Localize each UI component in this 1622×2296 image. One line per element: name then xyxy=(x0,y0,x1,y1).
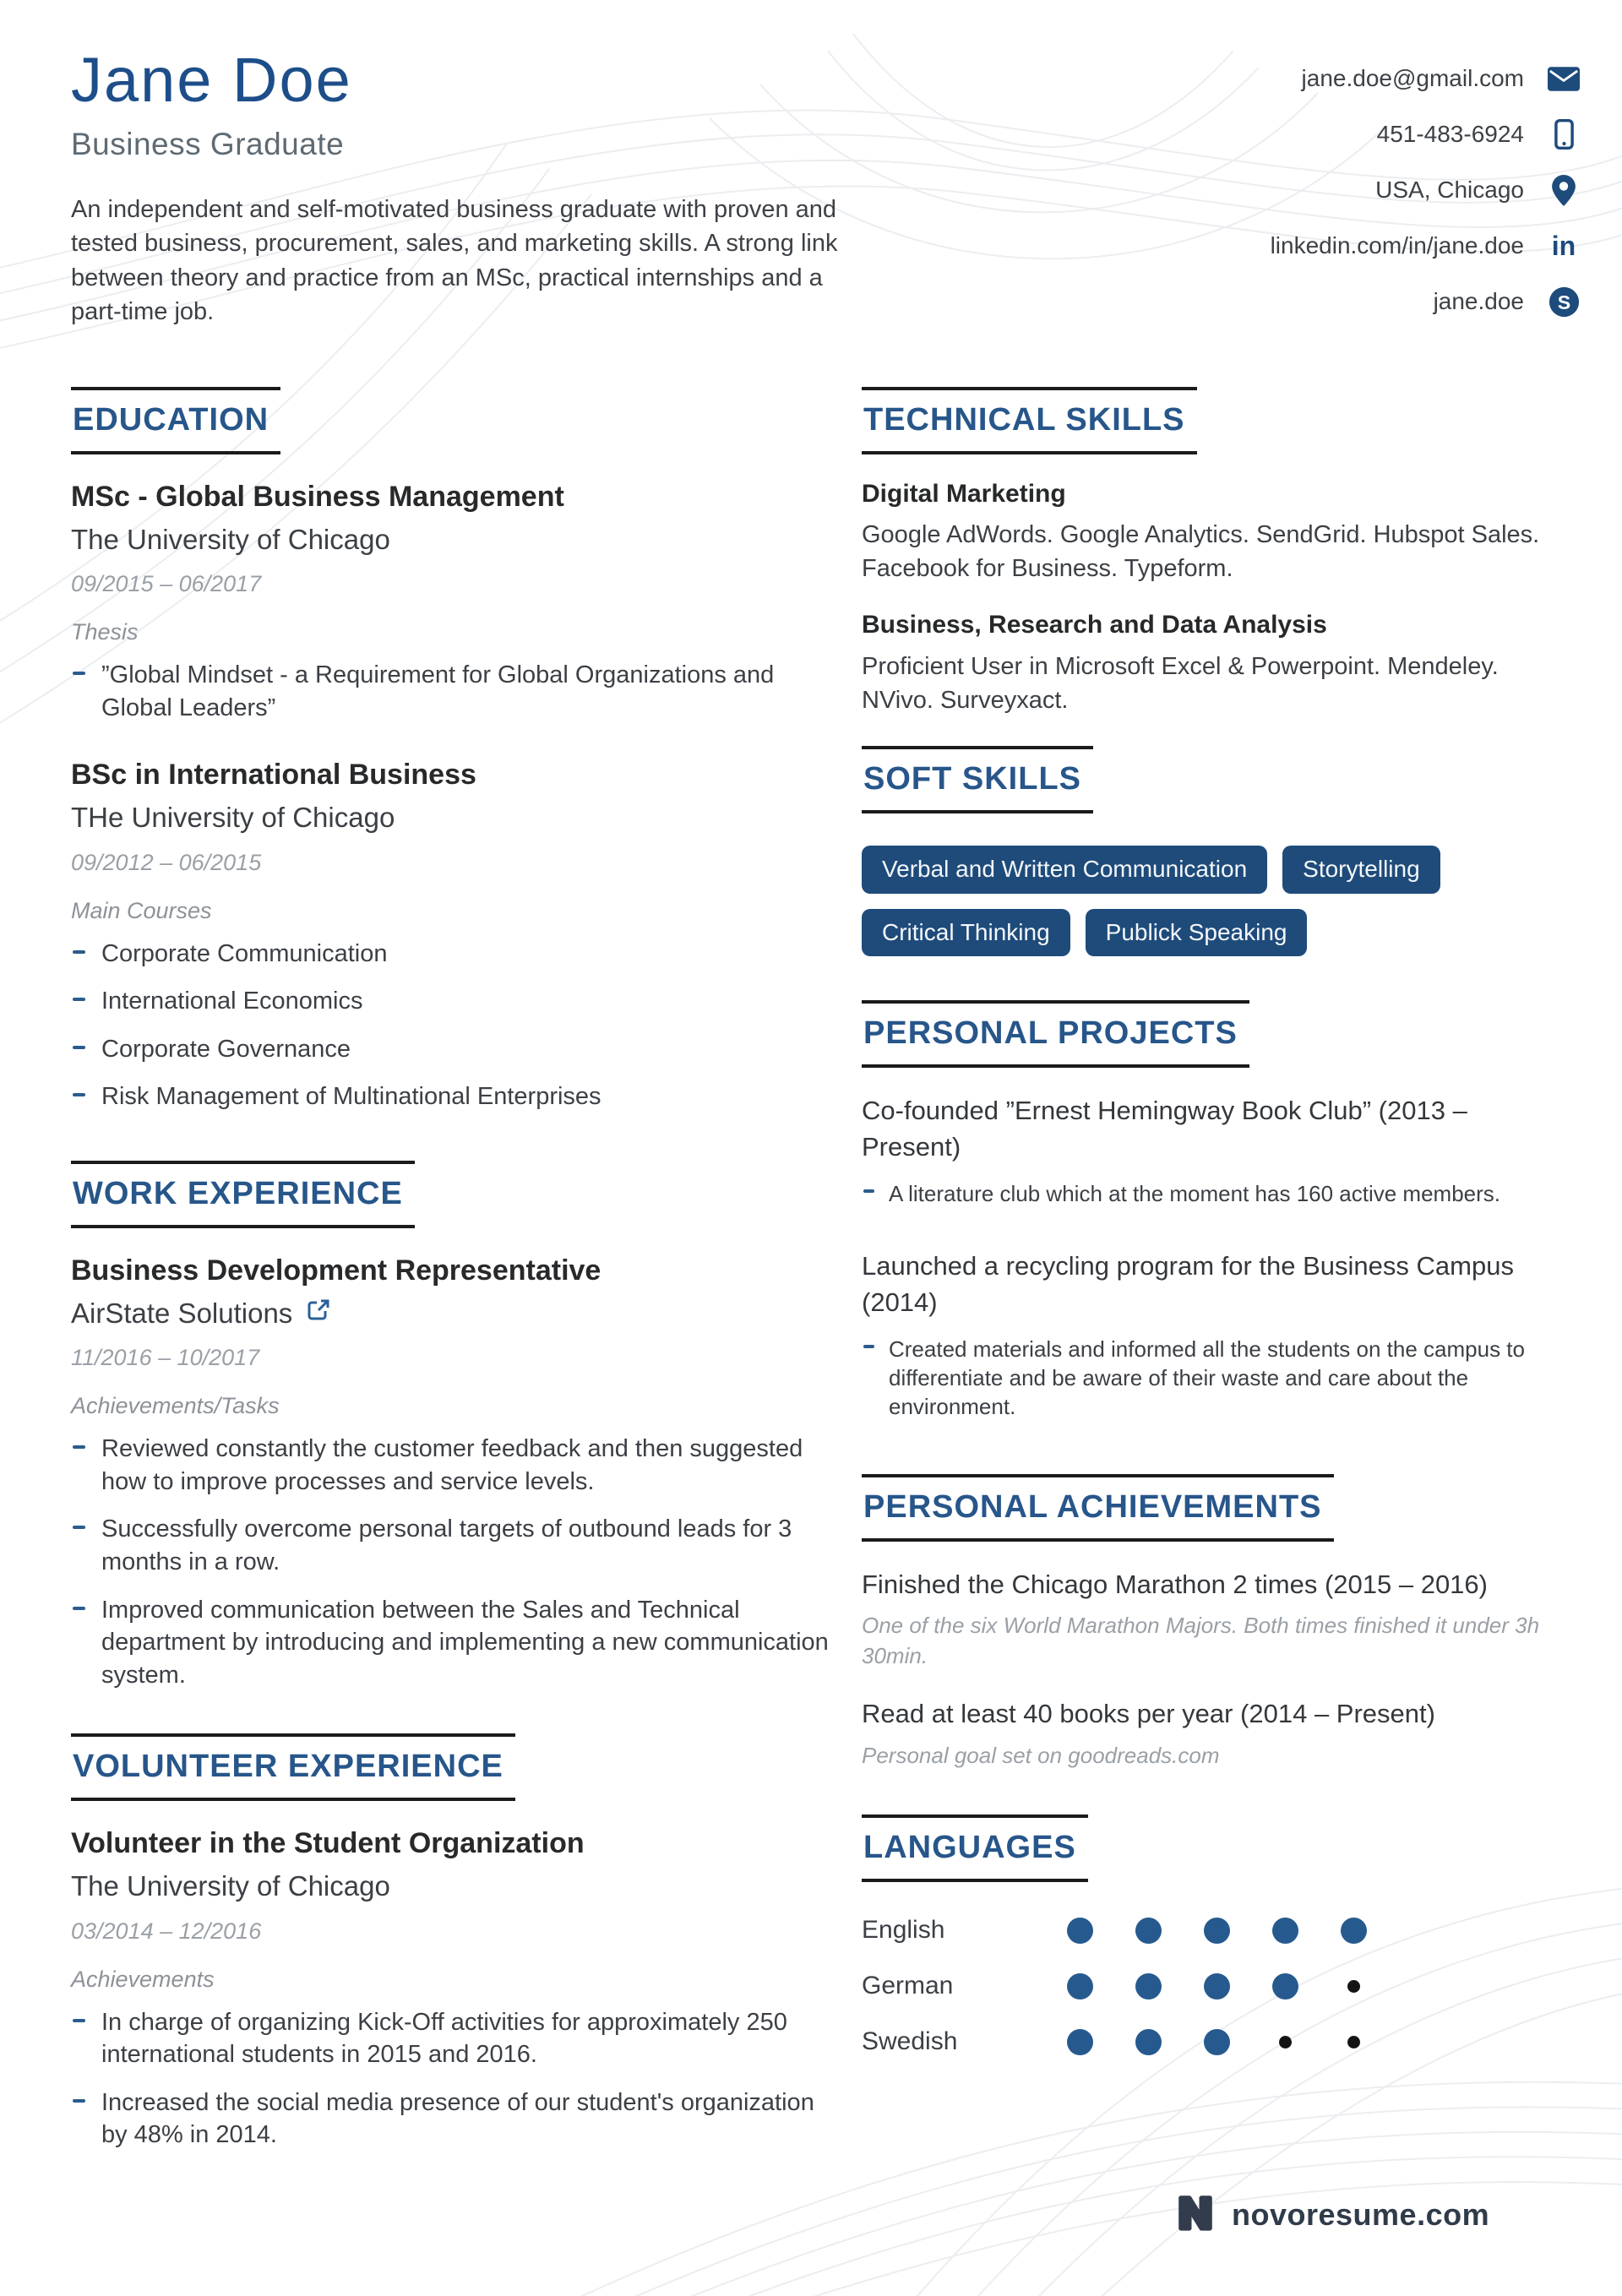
location-pin-icon xyxy=(1544,175,1583,206)
soft-skill-badge: Storytelling xyxy=(1282,846,1440,894)
bullet-list xyxy=(71,938,835,1113)
date-range: 09/2012 – 06/2015 xyxy=(71,849,262,875)
header xyxy=(71,47,848,329)
entry-label: Thesis xyxy=(71,619,139,645)
project-item xyxy=(862,1249,1570,1421)
date-range: 09/2015 – 06/2017 xyxy=(71,571,262,597)
project-title: Launched a recycling program for the Business Campus (2014) xyxy=(862,1251,1514,1317)
skype-icon xyxy=(1544,286,1583,318)
brand-text[interactable]: novoresume.com xyxy=(1232,2196,1490,2232)
project-title: Co-founded ”Ernest Hemingway Book Club” (2013 – Present) xyxy=(862,1096,1467,1162)
language-row xyxy=(862,1958,1570,2014)
section-heading-work-experience: WORK EXPERIENCE xyxy=(71,1161,415,1228)
language-name: Swedish xyxy=(862,2027,958,2056)
bullet-item: International Economics xyxy=(71,985,835,1018)
svg-text:S: S xyxy=(1557,291,1570,313)
mobile-phone-icon xyxy=(1544,118,1583,150)
degree-title: MSc - Global Business Management xyxy=(71,480,564,513)
bullet-item: Increased the social media presence of our student's organization by 48% in 2014. xyxy=(71,2087,835,2152)
external-link-icon[interactable] xyxy=(306,1297,331,1330)
achievement-title: Read at least 40 books per year (2014 – Present) xyxy=(862,1699,1435,1729)
bullet-item: Corporate Communication xyxy=(71,938,835,971)
skill-group-name: Business, Research and Data Analysis xyxy=(862,611,1327,639)
language-level-dots xyxy=(1067,1918,1367,1944)
bullet-item: ”Global Mindset - a Requirement for Global Organizations and Global Leaders” xyxy=(71,659,835,724)
job-position-title: Business Development Representative xyxy=(71,1254,601,1287)
bullet-list xyxy=(71,659,835,724)
soft-skill-badge: Critical Thinking xyxy=(862,909,1070,957)
volunteer-entry xyxy=(71,1826,835,2152)
skype-value: jane.doe xyxy=(1433,288,1524,314)
achievement-note: One of the six World Marathon Majors. Both times finished it under 3h 30min. xyxy=(862,1613,1540,1668)
section-heading-volunteer-experience: VOLUNTEER EXPERIENCE xyxy=(71,1733,515,1801)
degree-title: BSc in International Business xyxy=(71,759,476,792)
bullet-item: Successfully overcome personal targets of outbound leads for 3 months in a row. xyxy=(71,1513,835,1578)
footer-brand xyxy=(1173,2190,1489,2239)
bullet-list xyxy=(862,1335,1570,1422)
section-heading-languages: LANGUAGES xyxy=(862,1814,1088,1882)
school-name: THe University of Chicago xyxy=(71,802,395,834)
bullet-item: Improved communication between the Sales and Technical department by introducing and implementing a new communication system. xyxy=(71,1594,835,1692)
soft-skill-badge: Publick Speaking xyxy=(1086,909,1308,957)
contact-block xyxy=(1271,61,1583,340)
entry-label: Achievements/Tasks xyxy=(71,1393,280,1419)
location-value: USA, Chicago xyxy=(1375,177,1524,203)
contact-linkedin-row xyxy=(1271,228,1583,264)
education-entry xyxy=(71,758,835,1113)
date-range: 11/2016 – 10/2017 xyxy=(71,1345,260,1371)
section-heading-education: EDUCATION xyxy=(71,387,280,454)
work-entry xyxy=(71,1254,835,1691)
skill-group-text: Google AdWords. Google Analytics. SendGrid. Hubspot Sales. Facebook for Business. Typeform. xyxy=(862,521,1540,583)
language-row xyxy=(862,2014,1570,2070)
achievement-note: Personal goal set on goodreads.com xyxy=(862,1742,1220,1768)
achievement-item xyxy=(862,1567,1570,1671)
languages-list xyxy=(862,1902,1570,2070)
contact-location-row xyxy=(1271,172,1583,208)
email-value[interactable]: jane.doe@gmail.com xyxy=(1301,65,1524,91)
contact-skype-row xyxy=(1271,284,1583,319)
language-name: German xyxy=(862,1972,954,2000)
soft-skill-badge: Verbal and Written Communication xyxy=(862,846,1267,894)
bullet-item: Created materials and informed all the students on the campus to differentiate and be aware of their waste and care about the environment. xyxy=(862,1335,1570,1422)
person-job-title: Business Graduate xyxy=(71,126,345,161)
entry-label: Main Courses xyxy=(71,897,212,923)
organization-name: The University of Chicago xyxy=(71,1869,390,1902)
language-name: English xyxy=(862,1916,945,1945)
bullet-list xyxy=(71,1433,835,1691)
volunteer-position-title: Volunteer in the Student Organization xyxy=(71,1827,585,1860)
company-name: AirState Solutions xyxy=(71,1297,293,1329)
section-heading-personal-projects: PERSONAL PROJECTS xyxy=(862,1000,1249,1068)
person-name: Jane Doe xyxy=(71,45,352,115)
bullet-list xyxy=(862,1179,1570,1208)
skill-group-text: Proficient User in Microsoft Excel & Powerpoint. Mendeley. NVivo. Surveyxact. xyxy=(862,652,1499,714)
soft-skill-badges xyxy=(862,846,1570,957)
bullet-item: A literature club which at the moment has 160 active members. xyxy=(862,1179,1570,1208)
left-column xyxy=(71,387,835,2167)
section-heading-soft-skills: SOFT SKILLS xyxy=(862,746,1093,813)
contact-phone-row xyxy=(1271,117,1583,152)
novoresume-logo-icon xyxy=(1173,2190,1218,2239)
bullet-item: Reviewed constantly the customer feedback and then suggested how to improve processes and service levels. xyxy=(71,1433,835,1498)
phone-value: 451-483-6924 xyxy=(1376,121,1524,147)
linkedin-icon xyxy=(1544,229,1583,263)
language-row xyxy=(862,1902,1570,1958)
profile-summary: An independent and self-motivated business graduate with proven and tested business, procurement, sales, and marketing skills. A strong link between theory and practice from an MSc, practical internships and a part-time job. xyxy=(71,195,838,326)
section-heading-technical-skills: TECHNICAL SKILLS xyxy=(862,387,1197,454)
svg-text:in: in xyxy=(1551,231,1576,261)
bullet-item: In charge of organizing Kick-Off activities for approximately 250 international students in 2015 and 2016. xyxy=(71,2006,835,2071)
bullet-item: Corporate Governance xyxy=(71,1033,835,1066)
education-entry xyxy=(71,480,835,725)
envelope-icon xyxy=(1544,67,1583,91)
language-level-dots xyxy=(1067,1973,1367,1999)
language-level-dots xyxy=(1067,2029,1367,2055)
achievement-item xyxy=(862,1696,1570,1771)
skill-group xyxy=(862,609,1570,717)
school-name: The University of Chicago xyxy=(71,523,390,555)
bullet-list xyxy=(71,2006,835,2152)
skill-group-name: Digital Marketing xyxy=(862,479,1066,508)
project-item xyxy=(862,1093,1570,1208)
entry-label: Achievements xyxy=(71,1966,215,1992)
date-range: 03/2014 – 12/2016 xyxy=(71,1918,262,1944)
skill-group xyxy=(862,478,1570,586)
right-column xyxy=(862,387,1570,2070)
contact-email-row xyxy=(1271,61,1583,96)
linkedin-value[interactable]: linkedin.com/in/jane.doe xyxy=(1270,232,1524,258)
achievement-title: Finished the Chicago Marathon 2 times (2015 – 2016) xyxy=(862,1569,1488,1599)
bullet-item: Risk Management of Multinational Enterprises xyxy=(71,1080,835,1113)
section-heading-personal-achievements: PERSONAL ACHIEVEMENTS xyxy=(862,1474,1334,1542)
